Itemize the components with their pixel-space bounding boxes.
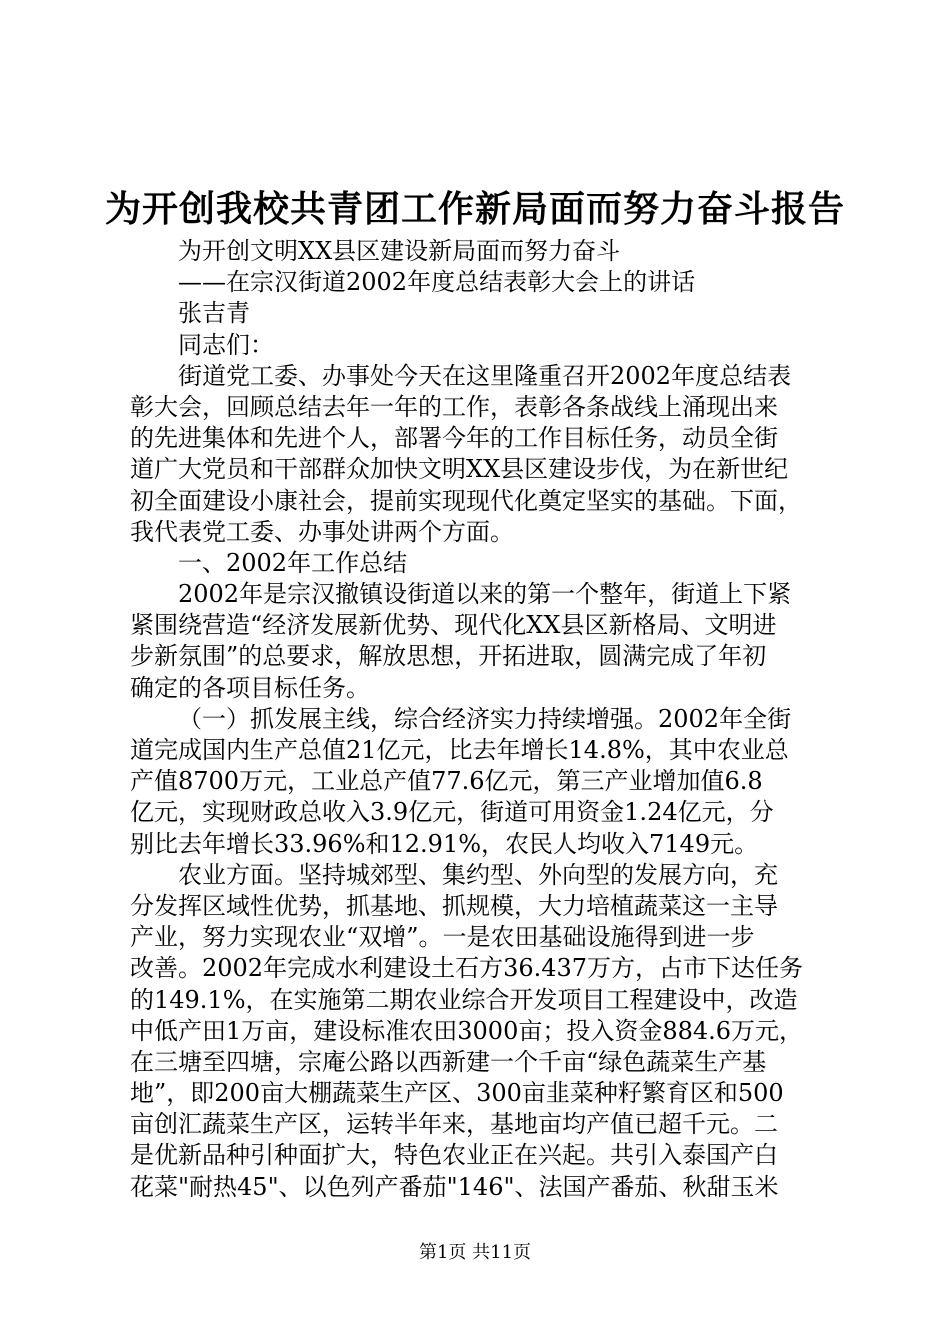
paragraph-line: 彰大会，回顾总结去年一年的工作，表彰各条战线上涌现出来	[130, 392, 778, 421]
paragraph-line: 地”，即200亩大棚蔬菜生产区、300亩韭菜种籽繁育区和500	[130, 1079, 784, 1108]
paragraph-line: 道完成国内生产总值21亿元，比去年增长14.8%，其中农业总	[130, 736, 789, 764]
paragraph-line: 的149.1%，在实施第二期农业综合开发项目工程建设中，改造	[130, 985, 798, 1014]
paragraph-line: 花菜"耐热45"、以色列产番茄"146"、法国产番茄、秋甜玉米	[130, 1172, 779, 1201]
paragraph-line: 中低产田1万亩，建设标准农田3000亩；投入资金884.6万元，	[130, 1016, 804, 1045]
paragraph-line: 我代表党工委、办事处讲两个方面。	[130, 517, 514, 546]
paragraph-line: 亩创汇蔬菜生产区，运转半年来，基地亩均产值已超千元。二	[130, 1110, 778, 1139]
paragraph-line: 别比去年增长33.96%和12.91%，农民人均收入7149元。	[130, 829, 759, 858]
author-line: 张吉青	[178, 299, 250, 328]
page-footer: 第1页 共11页	[418, 1242, 532, 1263]
paragraph-line: 亿元，实现财政总收入3.9亿元，街道可用资金1.24亿元，分	[130, 798, 774, 827]
paragraph-line: 街道党工委、办事处今天在这里隆重召开2002年度总结表	[178, 361, 792, 390]
document-body	[130, 236, 830, 1203]
salutation-line: 同志们：	[178, 330, 274, 359]
paragraph-line: 分发挥区域性优势，抓基地、抓规模，大力培植蔬菜这一主导	[130, 891, 778, 920]
subtitle-line: ——在宗汉街道2002年度总结表彰大会上的讲话	[178, 268, 696, 297]
paragraph-line: 步新氛围”的总要求，解放思想，开拓进取，圆满完成了年初	[130, 642, 767, 671]
paragraph-line: 初全面建设小康社会，提前实现现代化奠定坚实的基础。下面，	[130, 486, 802, 515]
paragraph-line: 2002年是宗汉撤镇设街道以来的第一个整年，街道上下紧	[178, 580, 792, 609]
paragraph-line: 确定的各项目标任务。	[130, 673, 370, 702]
paragraph-line: 改善。2002年完成水利建设土石方36.437万方，占市下达任务	[130, 954, 804, 983]
paragraph-line: 产业，努力实现农业“双增”。一是农田基础设施得到进一步	[130, 923, 755, 952]
paragraph-line: 在三塘至四塘，宗庵公路以西新建一个千亩“绿色蔬菜生产基	[130, 1047, 767, 1076]
section-heading: 一、2002年工作总结	[178, 548, 408, 577]
paragraph-line: 的先进集体和先进个人，部署今年的工作目标任务，动员全街	[130, 424, 778, 453]
subtitle-line: 为开创文明XX县区建设新局面而努力奋斗	[178, 237, 621, 265]
paragraph-line: 产值8700万元，工业总产值77.6亿元，第三产业增加值6.8	[130, 767, 763, 796]
document-title: 为开创我校共青团工作新局面而努力奋斗报告	[104, 188, 845, 230]
paragraph-line: 紧围绕营造“经济发展新优势、现代化XX县区新格局、文明进	[130, 611, 777, 640]
paragraph-line: 农业方面。坚持城郊型、集约型、外向型的发展方向，充	[178, 860, 778, 889]
paragraph-line: （一）抓发展主线，综合经济实力持续增强。2002年全街	[178, 704, 792, 733]
paragraph-line: 是优新品种引种面扩大，特色农业正在兴起。共引入泰国产白	[130, 1141, 778, 1170]
paragraph-line: 道广大党员和干部群众加快文明XX县区建设步伐，为在新世纪	[130, 455, 789, 484]
